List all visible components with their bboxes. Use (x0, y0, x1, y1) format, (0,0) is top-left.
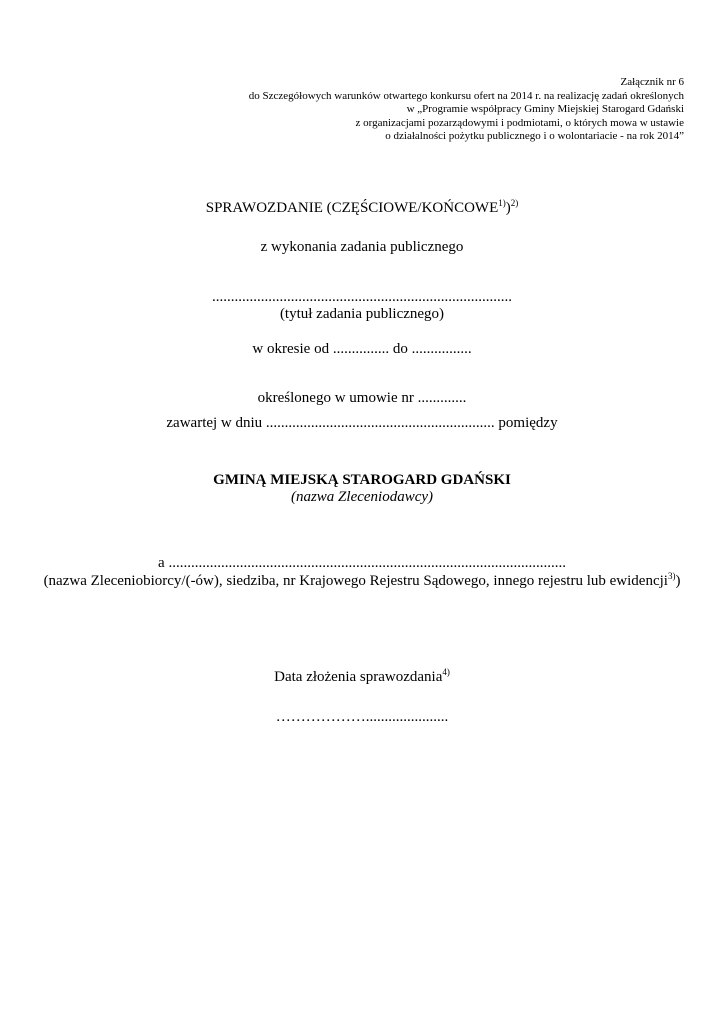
report-title-close: ) (505, 200, 511, 216)
principal-name: GMINĄ MIEJSKĄ STAROGARD GDAŃSKI (213, 472, 511, 488)
footnote-marker-2: 2) (510, 198, 519, 208)
footnote-marker-3: 3) (667, 571, 676, 581)
annex-line-5: o działalności pożytku publicznego i o wolontariacie - na rok 2014” (385, 130, 684, 143)
report-subtitle: z wykonania zadania publicznego (260, 239, 464, 255)
contractor-caption-text: (nazwa Zleceniobiorcy/(-ów), siedziba, nr Krajowego Rejestru Sądowego, innego rejestru lub ewidencji (43, 573, 668, 589)
concluded-line: zawartej w dniu ............................................................. pomiędzy (166, 415, 558, 431)
submission-date-dots: ………………...................... (275, 709, 449, 725)
annex-line-2: do Szczegółowych warunków otwartego konkursu ofert na 2014 r. na realizację zadań określonych (248, 89, 684, 102)
annex-line-4: z organizacjami pozarządowymi i podmiotami, o których mowa w ustawie (355, 116, 684, 129)
annex-header (124, 76, 684, 144)
report-title-text: SPRAWOZDANIE (CZĘŚCIOWE/KOŃCOWE (205, 200, 499, 216)
contractor-caption (0, 572, 724, 590)
submission-date-text: Data złożenia sprawozdania (274, 669, 443, 685)
task-title-dots: ................................................................................ (212, 289, 512, 305)
period-line: w okresie od ............... do ................ (252, 341, 472, 357)
contractor-dots: a .......................................................................................................... (158, 555, 566, 571)
footnote-marker-4: 4) (442, 667, 450, 677)
task-title-caption: (tytuł zadania publicznego) (279, 306, 445, 322)
contractor-caption-close: ) (675, 573, 681, 589)
annex-line-3: w „Programie współpracy Gminy Miejskiej Starogard Gdański (406, 103, 684, 116)
submission-date-label (0, 668, 724, 686)
report-title (0, 199, 724, 217)
agreement-line: określonego w umowie nr ............. (257, 390, 467, 406)
principal-caption: (nazwa Zleceniodawcy) (290, 489, 434, 505)
footnote-marker-1: 1) (498, 198, 506, 208)
annex-number: Załącznik nr 6 (620, 76, 684, 88)
